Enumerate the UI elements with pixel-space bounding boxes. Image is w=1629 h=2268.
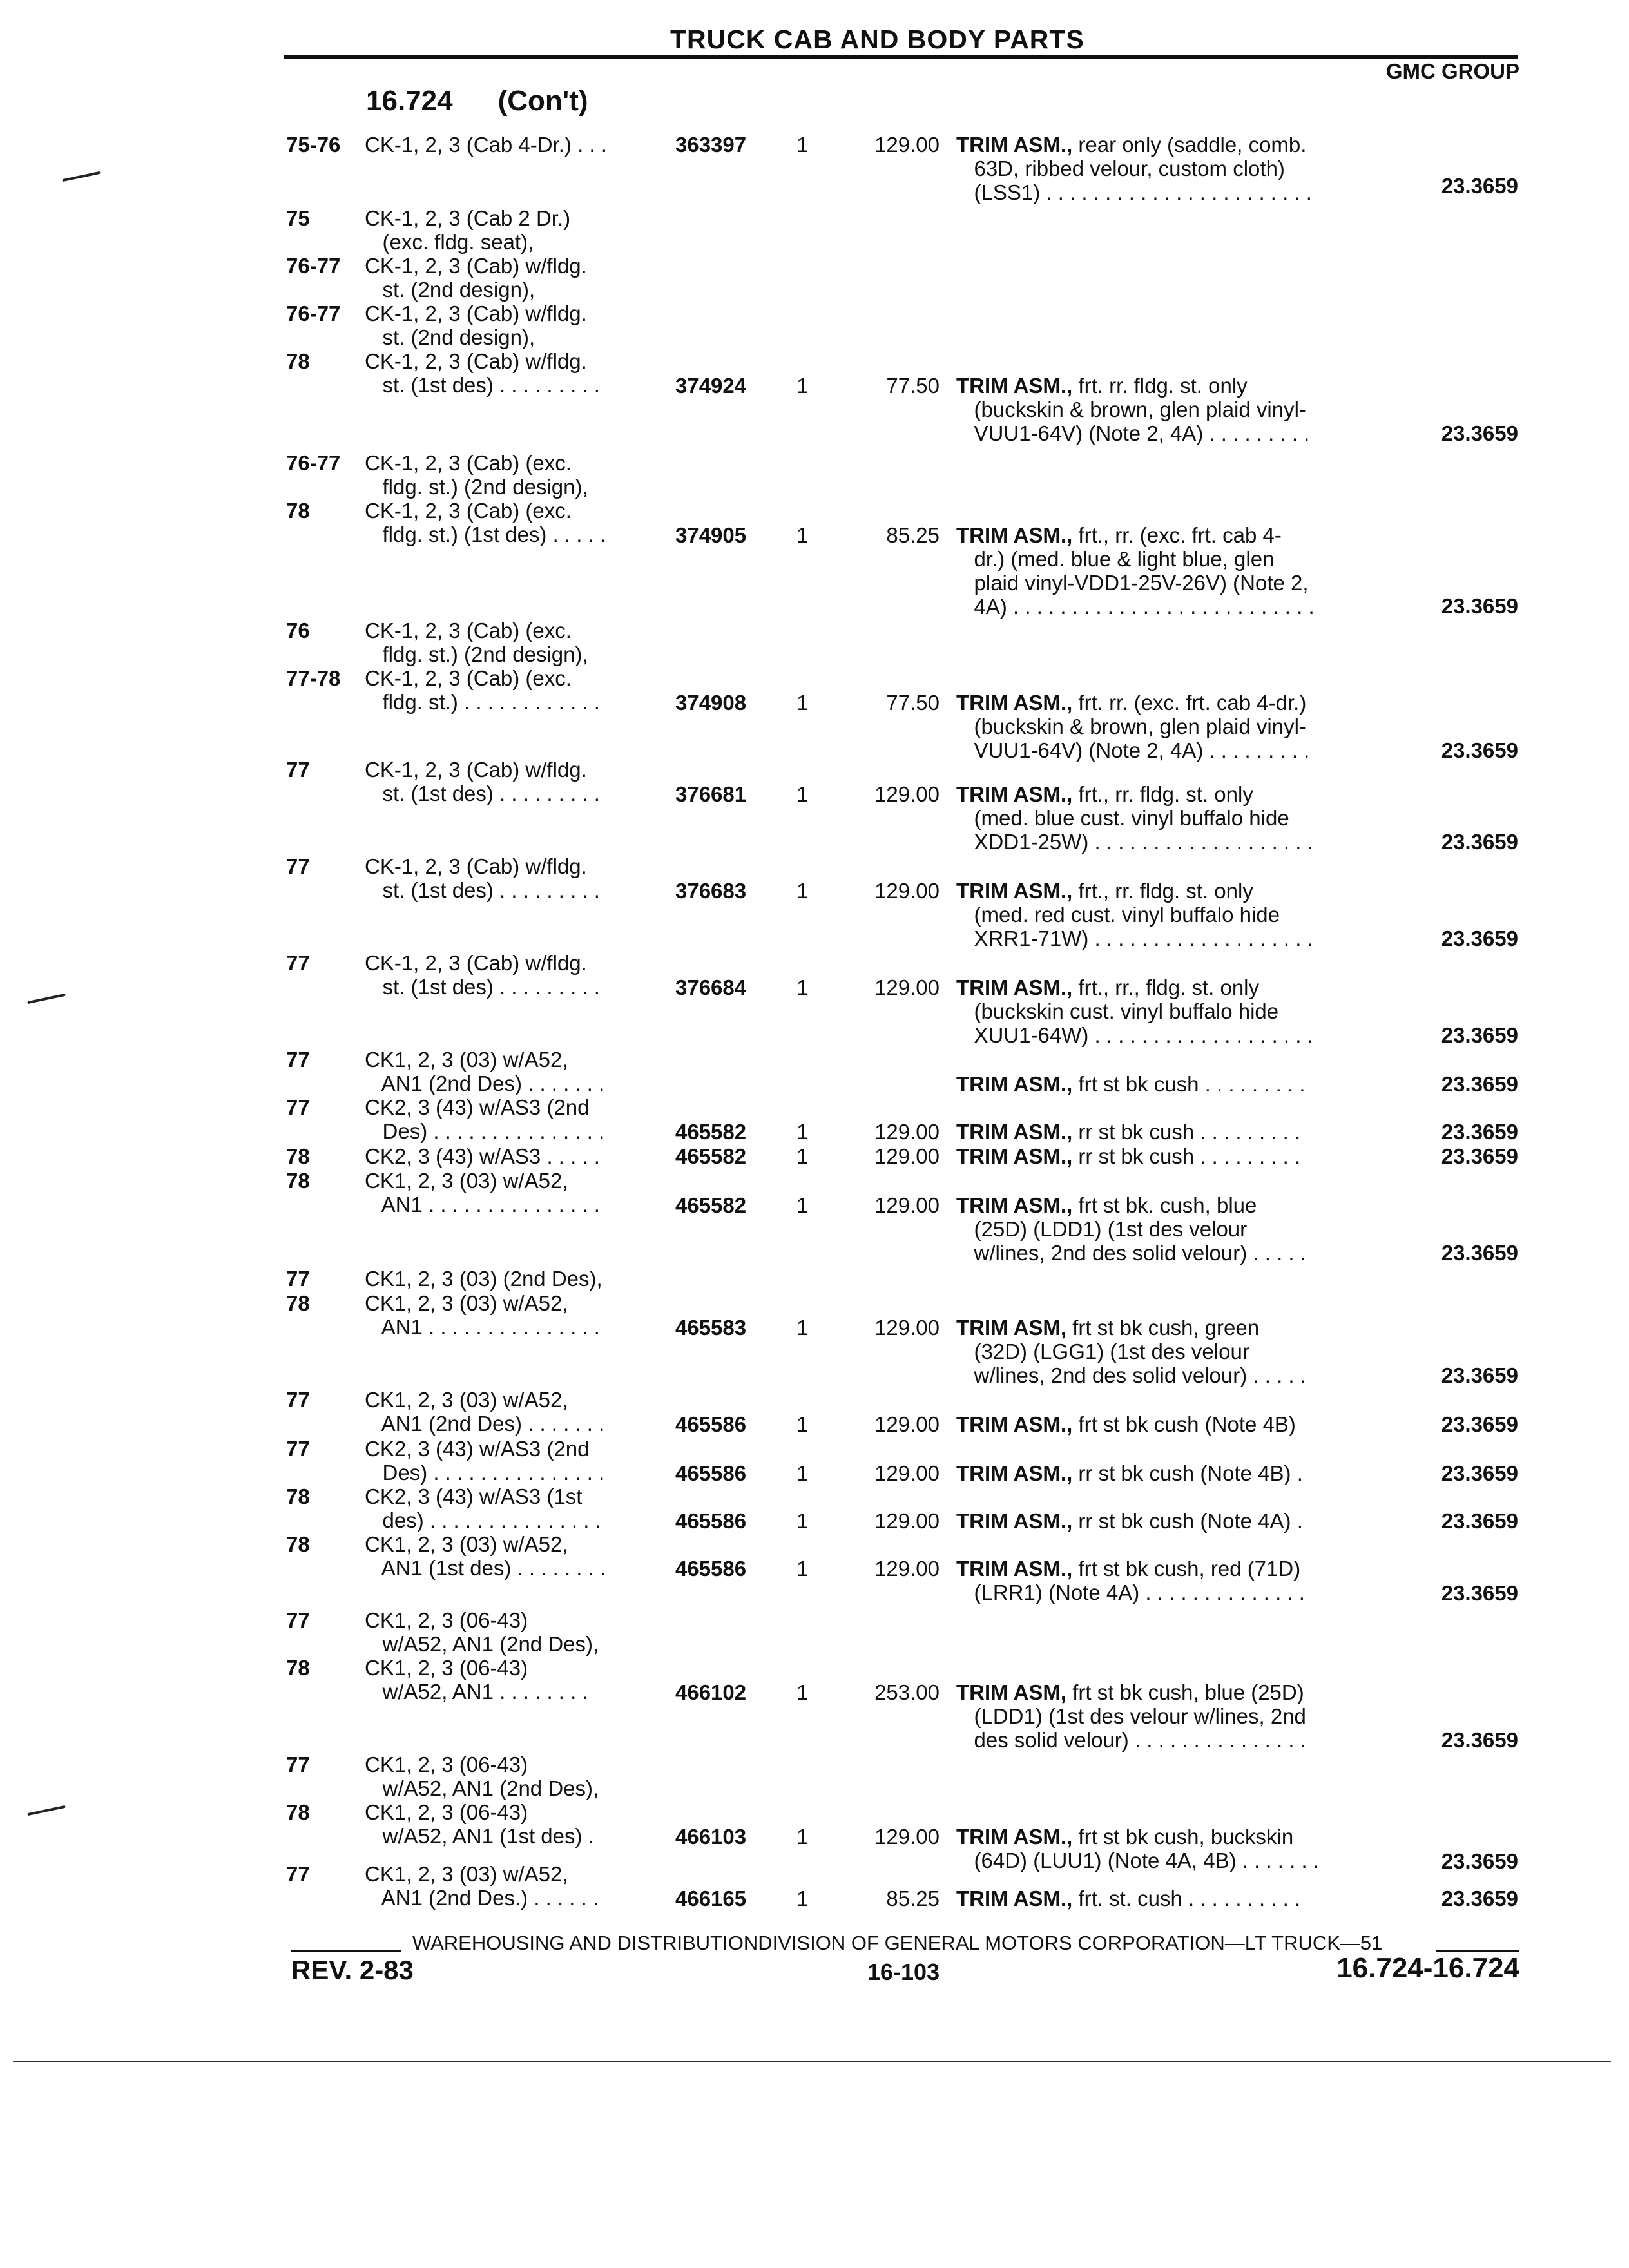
part-description: TRIM ASM, frt st bk cush, blue (25D) (LDD1) (1st des velour w/lines, 2nd des solid velour) . . . . . . . . . . . . . . . xyxy=(956,1680,1306,1752)
model-year: 78 xyxy=(286,1532,310,1556)
part-name: TRIM ASM., xyxy=(956,1461,1073,1485)
part-description: TRIM ASM., frt st bk cush, red (71D) (LRR1) (Note 4A) . . . . . . . . . . . . . . xyxy=(956,1557,1305,1604)
model-application: CK-1, 2, 3 (Cab) w/fldg. st. (1st des) . . . . . . . . . xyxy=(365,758,600,805)
price: 253.00 xyxy=(874,1680,940,1704)
price: 129.00 xyxy=(874,1557,940,1581)
model-application: CK-1, 2, 3 (Cab) (exc. fldg. st.) (2nd design), xyxy=(365,619,588,666)
part-description: TRIM ASM., frt st bk. cush, blue (25D) (LDD1) (1st des velour w/lines, 2nd des solid velour) . . . . . xyxy=(956,1193,1306,1265)
model-application: CK1, 2, 3 (03) (2nd Des), xyxy=(365,1267,602,1291)
part-name: TRIM ASM., xyxy=(956,1825,1073,1849)
model-application: CK-1, 2, 3 (Cab) (exc. fldg. st.) (2nd design), xyxy=(365,451,588,499)
price: 129.00 xyxy=(874,1825,940,1849)
part-description: TRIM ASM., frt st bk cush, buckskin (64D) (LUU1) (Note 4A, 4B) . . . . . . . xyxy=(956,1825,1319,1872)
quantity: 1 xyxy=(796,1680,809,1704)
model-application: CK1, 2, 3 (06-43) w/A52, AN1 (1st des) . xyxy=(365,1800,594,1848)
model-year: 77 xyxy=(286,854,310,878)
part-description: TRIM ASM., frt st bk cush . . . . . . . . . xyxy=(956,1072,1306,1096)
price: 77.50 xyxy=(886,691,940,715)
group-number: 23.3659 xyxy=(1441,927,1518,950)
model-year: 78 xyxy=(286,1169,310,1193)
part-name: TRIM ASM., xyxy=(956,1412,1073,1436)
price: 129.00 xyxy=(874,133,940,157)
model-application: CK-1, 2, 3 (Cab 2 Dr.) (exc. fldg. seat), xyxy=(365,206,571,254)
model-year: 78 xyxy=(286,1144,310,1168)
model-year: 76-77 xyxy=(286,302,341,325)
part-description: TRIM ASM., frt. rr. fldg. st. only (buckskin & brown, glen plaid vinyl- VUU1-64V) (Note 2, 4A) . . . . . . . . . xyxy=(956,374,1310,445)
model-year: 78 xyxy=(286,1656,310,1680)
quantity: 1 xyxy=(796,1144,809,1168)
model-year: 78 xyxy=(286,349,310,373)
group-number: 23.3659 xyxy=(1441,1363,1518,1387)
part-number: 465582 xyxy=(675,1193,747,1217)
part-name: TRIM ASM., xyxy=(956,133,1073,157)
part-name: TRIM ASM., xyxy=(956,1144,1073,1168)
group-number: 23.3659 xyxy=(1441,1144,1518,1168)
model-application: CK1, 2, 3 (03) w/A52, AN1 . . . . . . . . . . . . . . . xyxy=(365,1169,600,1216)
group-number: 23.3659 xyxy=(1441,1581,1518,1605)
part-name: TRIM ASM., xyxy=(956,975,1073,999)
quantity: 1 xyxy=(796,1509,809,1533)
model-application: CK-1, 2, 3 (Cab) w/fldg. st. (2nd design), xyxy=(365,302,587,349)
model-year: 78 xyxy=(286,1485,310,1508)
model-application: CK-1, 2, 3 (Cab) w/fldg. st. (1st des) . . . . . . . . . xyxy=(365,349,600,397)
price: 129.00 xyxy=(874,1316,940,1340)
price: 129.00 xyxy=(874,1120,940,1144)
group-number: 23.3659 xyxy=(1441,1887,1518,1910)
model-year: 77 xyxy=(286,1095,310,1119)
quantity: 1 xyxy=(796,1461,809,1485)
part-number: 466102 xyxy=(675,1680,747,1704)
scan-mark xyxy=(27,1805,66,1816)
model-application: CK1, 2, 3 (03) w/A52, AN1 (2nd Des) . . . . . . . xyxy=(365,1048,605,1095)
part-name: TRIM ASM., xyxy=(956,523,1073,547)
model-year: 77 xyxy=(286,1388,310,1412)
price: 129.00 xyxy=(874,782,940,806)
model-application: CK-1, 2, 3 (Cab) w/fldg. st. (1st des) . . . . . . . . . xyxy=(365,854,600,902)
model-year: 76-77 xyxy=(286,254,341,278)
model-application: CK-1, 2, 3 (Cab) w/fldg. st. (1st des) . . . . . . . . . xyxy=(365,951,600,999)
quantity: 1 xyxy=(796,1825,809,1849)
quantity: 1 xyxy=(796,523,809,547)
part-number: 376683 xyxy=(675,879,747,903)
part-name: TRIM ASM., xyxy=(956,879,1073,903)
price: 129.00 xyxy=(874,1193,940,1217)
part-name: TRIM ASM, xyxy=(956,1316,1067,1340)
price: 129.00 xyxy=(874,879,940,903)
price: 129.00 xyxy=(874,1412,940,1436)
part-name: TRIM ASM., xyxy=(956,1557,1073,1581)
part-number: 374908 xyxy=(675,691,747,715)
model-year: 77 xyxy=(286,1608,310,1632)
part-name: TRIM ASM., xyxy=(956,782,1073,806)
group-number: 23.3659 xyxy=(1441,174,1518,198)
group-number: 23.3659 xyxy=(1441,1509,1518,1533)
part-number: 465586 xyxy=(675,1412,747,1436)
model-year: 75-76 xyxy=(286,133,341,157)
revision-label: REV. 2-83 xyxy=(291,1955,414,1985)
part-description: TRIM ASM., rear only (saddle, comb. 63D, ribbed velour, custom cloth) (LSS1) . . . . . . . . . . . . . . . . . . . . . . . xyxy=(956,133,1312,204)
quantity: 1 xyxy=(796,975,809,999)
quantity: 1 xyxy=(796,1557,809,1581)
quantity: 1 xyxy=(796,879,809,903)
price: 85.25 xyxy=(886,1887,940,1910)
model-year: 77 xyxy=(286,1048,310,1072)
model-application: CK2, 3 (43) w/AS3 (1st des) . . . . . . . . . . . . . . . xyxy=(365,1485,601,1532)
footer-text: WAREHOUSING AND DISTRIBUTIONDIVISION OF GENERAL MOTORS CORPORATION—LT TRUCK—51 xyxy=(412,1932,1383,1954)
model-year: 77 xyxy=(286,1267,310,1291)
part-number: 465586 xyxy=(675,1509,747,1533)
model-application: CK1, 2, 3 (06-43) w/A52, AN1 (2nd Des), xyxy=(365,1753,599,1800)
part-description: TRIM ASM., frt., rr. fldg. st. only (med. red cust. vinyl buffalo hide XRR1-71W) . . . . . . . . . . . . . . . . . . . xyxy=(956,879,1313,950)
part-description: TRIM ASM., frt., rr., fldg. st. only (buckskin cust. vinyl buffalo hide XUU1-64W) . . . . . . . . . . . . . . . . . . . xyxy=(956,975,1313,1047)
part-name: TRIM ASM., xyxy=(956,374,1073,398)
group-label: GMC GROUP xyxy=(1385,59,1519,83)
model-application: CK1, 2, 3 (03) w/A52, AN1 . . . . . . . . . . . . . . . xyxy=(365,1291,600,1339)
model-application: CK2, 3 (43) w/AS3 . . . . . xyxy=(365,1144,600,1168)
part-number: 376684 xyxy=(675,975,747,999)
group-number: 23.3659 xyxy=(1441,1728,1518,1752)
footer-rule-left xyxy=(291,1950,401,1952)
part-name: TRIM ASM, xyxy=(956,1680,1067,1704)
model-application: CK-1, 2, 3 (Cab) w/fldg. st. (2nd design), xyxy=(365,254,587,302)
page-title: TRUCK CAB AND BODY PARTS xyxy=(670,24,1084,54)
model-year: 77 xyxy=(286,1862,310,1886)
quantity: 1 xyxy=(796,1193,809,1217)
part-description: TRIM ASM., rr st bk cush . . . . . . . . . xyxy=(956,1120,1301,1144)
model-application: CK1, 2, 3 (03) w/A52, AN1 (2nd Des.) . . . . . . xyxy=(365,1862,599,1910)
group-number: 23.3659 xyxy=(1441,594,1518,618)
part-name: TRIM ASM., xyxy=(956,1193,1073,1217)
scan-mark xyxy=(27,994,66,1004)
part-number: 466165 xyxy=(675,1887,747,1910)
model-application: CK-1, 2, 3 (Cab) (exc. fldg. st.) . . . . . . . . . . . . xyxy=(365,666,600,714)
quantity: 1 xyxy=(796,1316,809,1340)
section-heading xyxy=(366,85,588,117)
bottom-rule xyxy=(13,2061,1611,2062)
model-application: CK2, 3 (43) w/AS3 (2nd Des) . . . . . . . . . . . . . . . xyxy=(365,1095,605,1143)
part-number: 376681 xyxy=(675,782,747,806)
part-number: 465583 xyxy=(675,1316,747,1340)
part-name: TRIM ASM., xyxy=(956,1072,1073,1096)
section-number: 16.724 xyxy=(366,85,453,117)
group-number: 23.3659 xyxy=(1441,1023,1518,1047)
price: 129.00 xyxy=(874,975,940,999)
part-description: TRIM ASM., rr st bk cush (Note 4A) . xyxy=(956,1509,1303,1533)
model-year: 77 xyxy=(286,1437,310,1461)
part-description: TRIM ASM., rr st bk cush (Note 4B) . xyxy=(956,1461,1303,1485)
quantity: 1 xyxy=(796,1120,809,1144)
model-application: CK-1, 2, 3 (Cab) (exc. fldg. st.) (1st des) . . . . . xyxy=(365,499,606,546)
model-year: 75 xyxy=(286,206,310,230)
model-year: 78 xyxy=(286,499,310,523)
quantity: 1 xyxy=(796,374,809,398)
part-number: 466103 xyxy=(675,1825,747,1849)
model-year: 77-78 xyxy=(286,666,341,690)
part-name: TRIM ASM., xyxy=(956,1509,1073,1533)
quantity: 1 xyxy=(796,782,809,806)
part-description: TRIM ASM., frt., rr. (exc. frt. cab 4- dr.) (med. blue & light blue, glen plaid vinyl-VDD1-25V-26V) (Note 2, 4A) . . . . . . . . . . . . . . . . . . . . . . . . . . xyxy=(956,523,1315,619)
group-number: 23.3659 xyxy=(1441,1412,1518,1436)
price: 85.25 xyxy=(886,523,940,547)
part-description: TRIM ASM, frt st bk cush, green (32D) (LGG1) (1st des velour w/lines, 2nd des solid velour) . . . . . xyxy=(956,1316,1306,1387)
page-number: 16-103 xyxy=(867,1959,940,1985)
model-year: 78 xyxy=(286,1800,310,1824)
price: 129.00 xyxy=(874,1509,940,1533)
title-rule xyxy=(284,55,1518,59)
part-description: TRIM ASM., frt st bk cush (Note 4B) xyxy=(956,1412,1296,1436)
model-application: CK1, 2, 3 (06-43) w/A52, AN1 (2nd Des), xyxy=(365,1608,599,1656)
model-application: CK1, 2, 3 (03) w/A52, AN1 (1st des) . . . . . . . . xyxy=(365,1532,606,1580)
quantity: 1 xyxy=(796,133,809,157)
model-application: CK2, 3 (43) w/AS3 (2nd Des) . . . . . . . . . . . . . . . xyxy=(365,1437,605,1485)
part-number: 374905 xyxy=(675,523,747,547)
part-number: 374924 xyxy=(675,374,747,398)
model-application: CK1, 2, 3 (06-43) w/A52, AN1 . . . . . . . . xyxy=(365,1656,588,1704)
part-number: 465586 xyxy=(675,1461,747,1485)
group-number: 23.3659 xyxy=(1441,1241,1518,1265)
group-number: 23.3659 xyxy=(1441,1072,1518,1096)
section-range: 16.724-16.724 xyxy=(1336,1952,1519,1984)
group-number: 23.3659 xyxy=(1441,421,1518,445)
model-year: 77 xyxy=(286,951,310,975)
price: 129.00 xyxy=(874,1144,940,1168)
model-year: 77 xyxy=(286,758,310,782)
part-description: TRIM ASM., rr st bk cush . . . . . . . . . xyxy=(956,1144,1301,1168)
price: 77.50 xyxy=(886,374,940,398)
model-year: 77 xyxy=(286,1753,310,1776)
part-description: TRIM ASM., frt. rr. (exc. frt. cab 4-dr.) (buckskin & brown, glen plaid vinyl- VUU1-64V) (Note 2, 4A) . . . . . . . . . xyxy=(956,691,1310,762)
part-number: 465586 xyxy=(675,1557,747,1581)
model-year: 76 xyxy=(286,619,310,642)
group-number: 23.3659 xyxy=(1441,1461,1518,1485)
part-description: TRIM ASM., frt. st. cush . . . . . . . . . . xyxy=(956,1887,1301,1910)
quantity: 1 xyxy=(796,691,809,715)
part-name: TRIM ASM., xyxy=(956,1120,1073,1144)
quantity: 1 xyxy=(796,1412,809,1436)
price: 129.00 xyxy=(874,1461,940,1485)
part-number: 363397 xyxy=(675,133,747,157)
section-continued: (Con't) xyxy=(497,85,588,117)
model-application: CK-1, 2, 3 (Cab 4-Dr.) . . . xyxy=(365,133,607,157)
scan-mark xyxy=(62,171,101,182)
group-number: 23.3659 xyxy=(1441,1120,1518,1144)
model-year: 76-77 xyxy=(286,451,341,475)
footer-rule-right xyxy=(1436,1950,1519,1952)
group-number: 23.3659 xyxy=(1441,830,1518,854)
part-number: 465582 xyxy=(675,1120,747,1144)
part-name: TRIM ASM., xyxy=(956,691,1073,715)
part-name: TRIM ASM., xyxy=(956,1887,1073,1910)
part-description: TRIM ASM., frt., rr. fldg. st. only (med. blue cust. vinyl buffalo hide XDD1-25W) . . . . . . . . . . . . . . . . . . . xyxy=(956,782,1313,854)
quantity: 1 xyxy=(796,1887,809,1910)
model-year: 78 xyxy=(286,1291,310,1315)
group-number: 23.3659 xyxy=(1441,1849,1518,1873)
group-number: 23.3659 xyxy=(1441,738,1518,762)
part-number: 465582 xyxy=(675,1144,747,1168)
model-application: CK1, 2, 3 (03) w/A52, AN1 (2nd Des) . . . . . . . xyxy=(365,1388,605,1436)
